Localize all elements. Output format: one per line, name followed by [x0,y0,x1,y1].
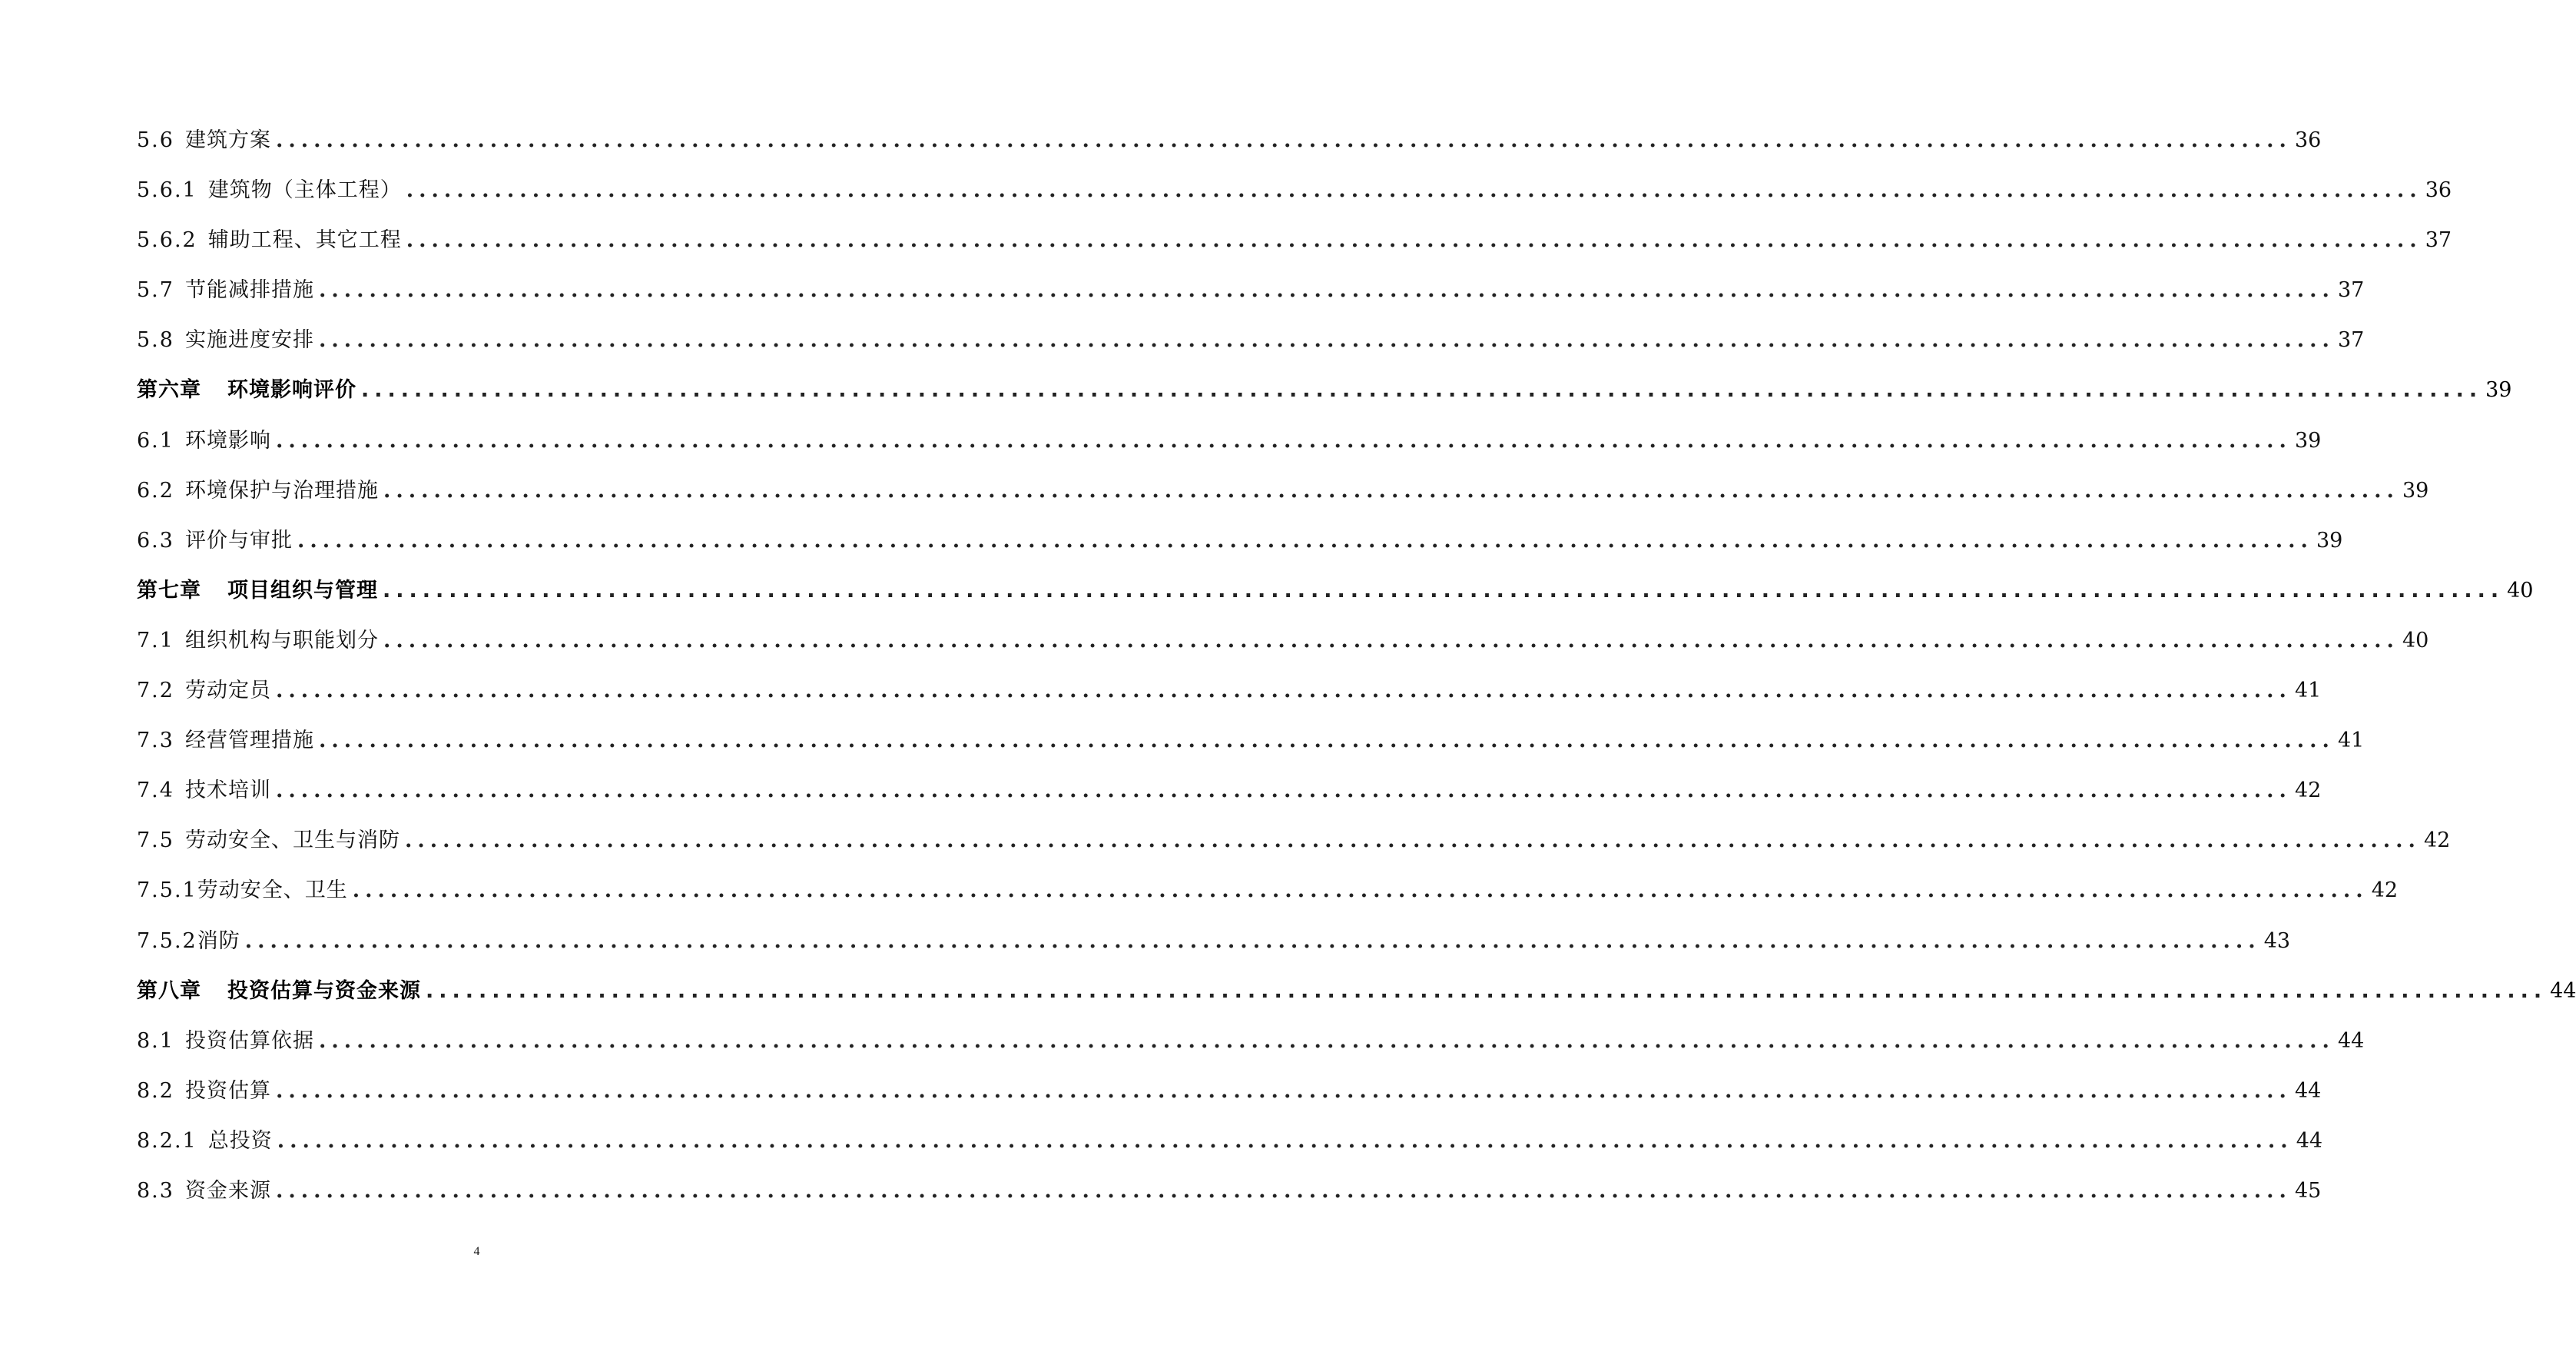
toc-chapter-title: 环境影响评价 [227,378,356,403]
toc-entry-title: 组织机构与职能划分 [184,628,379,652]
toc-entry-title: 评价与审批 [184,528,293,553]
dot-leader: ................................................................................................................................................................ [275,128,2292,152]
toc-entry-6-1 [137,416,2322,466]
toc-entry-page: 43 [2263,928,2291,953]
toc-entry-number: 5.6.2 [137,228,197,253]
toc-entry-8-1 [137,1016,2365,1066]
dot-leader: ................................................................................................................................................................ [244,928,2261,953]
toc-entry-number: 7.4 [137,779,174,803]
toc-entry-5-6-1 [137,165,2452,215]
dot-leader: ................................................................................................................................................................ [383,578,2505,603]
page-number: 4 [473,1245,480,1258]
dot-leader: ................................................................................................................................................................ [318,1028,2335,1053]
toc-entry-number: 7.3 [137,729,174,753]
toc-entry-page: 36 [2294,128,2322,152]
toc-entry-page: 39 [2402,478,2429,503]
toc-entry-5-8 [137,315,2365,365]
toc-chapter-number: 第八章 [137,978,201,1003]
toc-entry-number: 8.2 [137,1078,174,1103]
dot-leader: ................................................................................................................................................................ [275,1078,2292,1103]
dot-leader: ................................................................................................................................................................ [352,878,2369,903]
toc-entry-page: 41 [2294,679,2322,703]
toc-entry-7-5 [137,815,2451,865]
dot-leader: ................................................................................................................................................................ [404,828,2421,853]
toc-entry-page: 40 [2507,578,2534,603]
dot-leader: ................................................................................................................................................................ [383,478,2399,503]
toc-entry-number: 7.1 [137,628,174,652]
toc-entry-number: 8.1 [137,1028,174,1053]
dot-leader: ................................................................................................................................................................ [318,729,2335,753]
toc-chapter-title: 项目组织与管理 [227,578,378,603]
toc-chapter-number: 第七章 [137,578,201,603]
toc-entry-page: 44 [2296,1128,2323,1153]
toc-entry-title: 劳动安全、卫生 [197,878,348,903]
toc-entry-title: 环境影响 [184,428,271,453]
toc-entry-number: 7.2 [137,679,174,703]
dot-leader: ................................................................................................................................................................ [297,528,2313,553]
toc-entry-6-2 [137,466,2429,516]
toc-entry-7-2 [137,666,2322,716]
toc-entry-page: 42 [2423,828,2451,853]
toc-entry-page: 39 [2485,378,2512,403]
toc-entry-7-3 [137,716,2365,765]
dot-leader: ................................................................................................................................................................ [318,278,2335,303]
toc-entry-page: 45 [2294,1178,2322,1203]
dot-leader: ................................................................................................................................................................ [275,1178,2292,1203]
toc-entry-number: 5.6 [137,128,174,152]
dot-leader: ................................................................................................................................................................ [383,628,2399,652]
toc-entry-title: 资金来源 [184,1178,271,1203]
dot-leader: ................................................................................................................................................................ [318,328,2335,353]
dot-leader: ................................................................................................................................................................ [406,178,2422,203]
toc-entry-title: 总投资 [207,1128,273,1153]
toc-entry-number: 5.6.1 [137,178,197,203]
toc-entry-5-6 [137,115,2322,165]
toc-entry-title: 投资估算 [184,1078,271,1103]
toc-chapter-title: 投资估算与资金来源 [227,978,421,1003]
toc-entry-page: 39 [2294,428,2322,453]
toc-entry-page: 44 [2337,1028,2365,1053]
toc-entry-number: 5.8 [137,328,174,353]
toc-entry-page: 41 [2337,729,2365,753]
toc-chapter-8 [137,966,2576,1016]
toc-entry-7-4 [137,765,2322,815]
toc-entry-8-2 [137,1066,2322,1116]
toc-entry-7-5-2 [137,916,2291,966]
toc-entry-title: 经营管理措施 [184,729,314,753]
toc-entry-6-3 [137,516,2343,566]
dot-leader: ................................................................................................................................................................ [275,428,2292,453]
toc-entry-title: 环境保护与治理措施 [184,478,379,503]
toc-entry-page: 44 [2294,1078,2322,1103]
toc-entry-number: 8.3 [137,1178,174,1203]
toc-chapter-number: 第六章 [137,378,201,403]
toc-entry-number: 6.2 [137,478,174,503]
toc-entry-title: 建筑方案 [184,128,271,152]
toc-chapter-6 [137,365,2512,415]
toc-entry-page: 37 [2337,278,2365,303]
toc-entry-5-6-2 [137,215,2452,265]
toc-entry-title: 劳动安全、卫生与消防 [184,828,400,853]
toc-entry-number: 6.3 [137,528,174,553]
toc-entry-number: 7.5.2 [137,928,197,953]
toc-entry-title: 消防 [197,928,240,953]
toc-entry-number: 5.7 [137,278,174,303]
toc-entry-page: 40 [2402,628,2429,652]
toc-entry-page: 42 [2371,878,2399,903]
dot-leader: ................................................................................................................................................................ [361,378,2483,403]
toc-entry-8-2-1 [137,1116,2323,1166]
toc-entry-7-5-1 [137,865,2399,915]
toc-entry-title: 技术培训 [184,779,271,803]
toc-chapter-7 [137,566,2534,616]
dot-leader: ................................................................................................................................................................ [277,1128,2293,1153]
toc-entry-title: 建筑物（主体工程） [207,178,402,203]
toc-entry-number: 7.5.1 [137,878,197,903]
toc-entry-title: 实施进度安排 [184,328,314,353]
toc-entry-page: 36 [2425,178,2452,203]
dot-leader: ................................................................................................................................................................ [275,779,2292,803]
dot-leader: ................................................................................................................................................................ [275,679,2292,703]
toc-entry-page: 44 [2550,978,2576,1003]
toc-entry-title: 投资估算依据 [184,1028,314,1053]
toc-entry-title: 劳动定员 [184,679,271,703]
toc-entry-number: 6.1 [137,428,174,453]
toc-entry-page: 42 [2294,779,2322,803]
dot-leader: ................................................................................................................................................................ [426,978,2548,1003]
toc-entry-title: 辅助工程、其它工程 [207,228,402,253]
toc-entry-page: 37 [2425,228,2452,253]
toc-entry-page: 37 [2337,328,2365,353]
toc-entry-number: 7.5 [137,828,174,853]
toc-entry-title: 节能减排措施 [184,278,314,303]
toc-entry-page: 39 [2316,528,2343,553]
toc-entry-8-3 [137,1166,2322,1216]
table-of-contents [137,115,2576,1216]
toc-entry-5-7 [137,265,2365,315]
toc-entry-number: 8.2.1 [137,1128,197,1153]
toc-entry-7-1 [137,616,2429,666]
dot-leader: ................................................................................................................................................................ [406,228,2422,253]
